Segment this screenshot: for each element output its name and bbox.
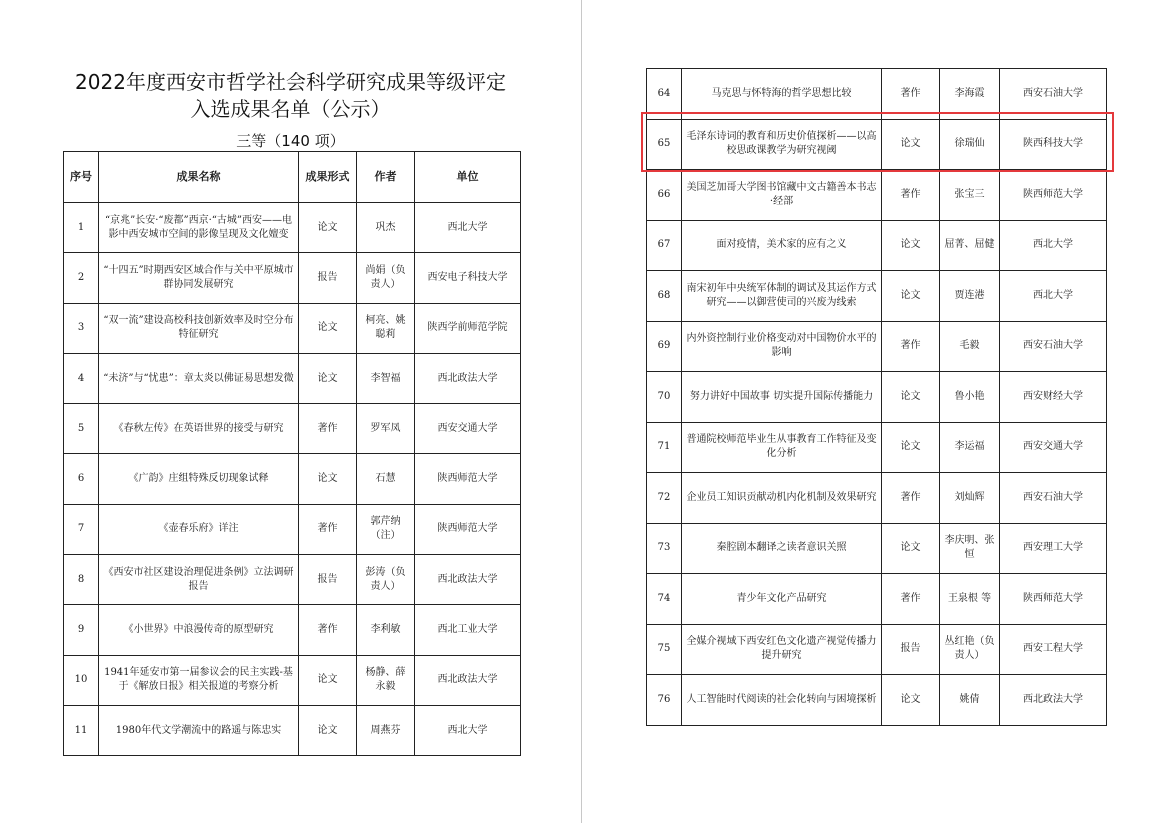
cell-form: 论文	[882, 119, 940, 170]
header-no: 序号	[64, 152, 99, 203]
cell-form: 论文	[882, 523, 940, 574]
cell-name: 全媒介视域下西安红色文化遗产视觉传播力提升研究	[682, 624, 882, 675]
cell-no: 8	[64, 555, 99, 605]
header-author: 作者	[357, 152, 415, 203]
cell-no: 76	[647, 675, 682, 726]
table-row	[647, 220, 1107, 271]
cell-unit: 陕西师范大学	[415, 454, 521, 504]
cell-unit: 陕西师范大学	[1000, 574, 1107, 625]
cell-author: 罗军凤	[357, 404, 415, 454]
cell-form: 论文	[299, 353, 357, 403]
cell-no: 68	[647, 271, 682, 322]
cell-unit: 西北大学	[415, 705, 521, 755]
cell-author: 尚娟（负责人）	[357, 253, 415, 303]
cell-no: 67	[647, 220, 682, 271]
document-subtitle: 三等（140 项）	[236, 132, 345, 150]
cell-author: 李庆明、张恒	[940, 523, 1000, 574]
cell-name: 青少年文化产品研究	[682, 574, 882, 625]
cell-name: 《广韵》庄组特殊反切现象试释	[99, 454, 299, 504]
cell-no: 10	[64, 655, 99, 705]
cell-name: 秦腔剧本翻译之读者意识关照	[682, 523, 882, 574]
table-row	[64, 303, 521, 353]
cell-name: 《春秋左传》在英语世界的接受与研究	[99, 404, 299, 454]
cell-author: 石慧	[357, 454, 415, 504]
cell-author: 李海霞	[940, 69, 1000, 120]
cell-author: 李利敏	[357, 605, 415, 655]
cell-no: 73	[647, 523, 682, 574]
table-row	[64, 253, 521, 303]
table-row	[64, 555, 521, 605]
cell-unit: 西安理工大学	[1000, 523, 1107, 574]
cell-form: 著作	[882, 69, 940, 120]
cell-author: 毛毅	[940, 321, 1000, 372]
cell-author: 杨静、薛永毅	[357, 655, 415, 705]
cell-form: 论文	[882, 675, 940, 726]
cell-no: 70	[647, 372, 682, 423]
cell-form: 著作	[882, 574, 940, 625]
cell-author: 刘灿辉	[940, 473, 1000, 524]
cell-form: 论文	[882, 422, 940, 473]
cell-name: 努力讲好中国故事 切实提升国际传播能力	[682, 372, 882, 423]
document-title-line2: 入选成果名单（公示）	[190, 97, 391, 121]
cell-unit: 陕西师范大学	[1000, 170, 1107, 221]
cell-name: 《壶春乐府》详注	[99, 504, 299, 554]
cell-unit: 陕西科技大学	[1000, 119, 1107, 170]
table-row	[64, 353, 521, 403]
cell-name: 普通院校师范毕业生从事教育工作特征及变化分析	[682, 422, 882, 473]
cell-unit: 西北政法大学	[415, 655, 521, 705]
cell-no: 71	[647, 422, 682, 473]
cell-no: 6	[64, 454, 99, 504]
table-row	[647, 271, 1107, 322]
cell-no: 1	[64, 203, 99, 253]
table-row	[64, 504, 521, 554]
cell-author: 徐瑞仙	[940, 119, 1000, 170]
table-row	[647, 321, 1107, 372]
cell-unit: 西北大学	[1000, 271, 1107, 322]
header-name: 成果名称	[99, 152, 299, 203]
cell-name: 马克思与怀特海的哲学思想比较	[682, 69, 882, 120]
cell-name: “未济”与“忧患”：章太炎以佛证易思想发微	[99, 353, 299, 403]
table-row	[647, 69, 1107, 120]
cell-form: 论文	[299, 705, 357, 755]
cell-no: 74	[647, 574, 682, 625]
cell-no: 3	[64, 303, 99, 353]
document-page-left	[0, 0, 582, 823]
cell-no: 9	[64, 605, 99, 655]
table-row	[647, 523, 1107, 574]
cell-unit: 西安电子科技大学	[415, 253, 521, 303]
cell-author: 巩杰	[357, 203, 415, 253]
cell-no: 4	[64, 353, 99, 403]
cell-no: 11	[64, 705, 99, 755]
cell-form: 著作	[882, 473, 940, 524]
cell-form: 著作	[882, 321, 940, 372]
cell-name: 内外资控制行业价格变动对中国物价水平的影响	[682, 321, 882, 372]
cell-unit: 西北工业大学	[415, 605, 521, 655]
cell-unit: 西安石油大学	[1000, 69, 1107, 120]
table-row	[64, 705, 521, 755]
cell-form: 著作	[299, 504, 357, 554]
cell-unit: 西北政法大学	[1000, 675, 1107, 726]
cell-name: 美国芝加哥大学图书馆藏中文古籍善本书志·经部	[682, 170, 882, 221]
cell-unit: 西安财经大学	[1000, 372, 1107, 423]
table-body-right	[647, 69, 1107, 726]
cell-unit: 西北政法大学	[415, 555, 521, 605]
cell-no: 66	[647, 170, 682, 221]
cell-name: 1941年延安市第一届参议会的民主实践-基于《解放日报》相关报道的考察分析	[99, 655, 299, 705]
cell-no: 75	[647, 624, 682, 675]
cell-unit: 西北政法大学	[415, 353, 521, 403]
cell-author: 柯亮、姚聪莉	[357, 303, 415, 353]
cell-name: 《西安市社区建设治理促进条例》立法调研报告	[99, 555, 299, 605]
table-header-row	[64, 152, 521, 203]
results-table-left	[63, 151, 521, 756]
table-body-left	[64, 203, 521, 756]
table-row	[647, 624, 1107, 675]
table-row	[64, 454, 521, 504]
cell-name: 人工智能时代阅读的社会化转向与困境探析	[682, 675, 882, 726]
cell-author: 王泉根 等	[940, 574, 1000, 625]
document-title-line1: 2022年度西安市哲学社会科学研究成果等级评定	[75, 70, 506, 94]
cell-form: 论文	[299, 303, 357, 353]
cell-no: 2	[64, 253, 99, 303]
cell-name: 《小世界》中浪漫传奇的原型研究	[99, 605, 299, 655]
cell-form: 报告	[882, 624, 940, 675]
cell-unit: 西安石油大学	[1000, 321, 1107, 372]
cell-form: 论文	[299, 655, 357, 705]
table-row	[64, 203, 521, 253]
cell-name: “双一流”建设高校科技创新效率及时空分布特征研究	[99, 303, 299, 353]
cell-author: 张宝三	[940, 170, 1000, 221]
cell-form: 论文	[882, 220, 940, 271]
cell-no: 69	[647, 321, 682, 372]
cell-form: 著作	[299, 605, 357, 655]
cell-unit: 西安石油大学	[1000, 473, 1107, 524]
header-form: 成果形式	[299, 152, 357, 203]
table-row	[64, 404, 521, 454]
table-row	[64, 605, 521, 655]
cell-author: 贾连港	[940, 271, 1000, 322]
header-unit: 单位	[415, 152, 521, 203]
cell-form: 论文	[299, 203, 357, 253]
cell-author: 屈菁、屈健	[940, 220, 1000, 271]
cell-author: 郭芹纳（注）	[357, 504, 415, 554]
cell-form: 著作	[882, 170, 940, 221]
cell-author: 彭涛（负责人）	[357, 555, 415, 605]
cell-name: 毛泽东诗词的教育和历史价值探析——以高校思政课教学为研究视阈	[682, 119, 882, 170]
cell-author: 姚倩	[940, 675, 1000, 726]
cell-unit: 西北大学	[415, 203, 521, 253]
cell-name: “京兆”长安·“废都”西京·“古城”西安——电影中西安城市空间的影像呈现及文化嬗变	[99, 203, 299, 253]
table-row	[647, 422, 1107, 473]
cell-no: 7	[64, 504, 99, 554]
cell-author: 鲁小艳	[940, 372, 1000, 423]
cell-name: 南宋初年中央统军体制的调试及其运作方式研究——以御营使司的兴废为线索	[682, 271, 882, 322]
table-row	[647, 675, 1107, 726]
cell-name: 面对疫情，美术家的应有之义	[682, 220, 882, 271]
table-row	[647, 372, 1107, 423]
table-row	[647, 119, 1107, 170]
cell-form: 论文	[299, 454, 357, 504]
table-row	[647, 574, 1107, 625]
cell-name: 1980年代文学潮流中的路遥与陈忠实	[99, 705, 299, 755]
cell-name: 企业员工知识贡献动机内化机制及效果研究	[682, 473, 882, 524]
cell-no: 64	[647, 69, 682, 120]
cell-name: “十四五”时期西安区域合作与关中平原城市群协同发展研究	[99, 253, 299, 303]
cell-form: 著作	[299, 404, 357, 454]
table-row	[647, 473, 1107, 524]
cell-unit: 西北大学	[1000, 220, 1107, 271]
table-row	[64, 655, 521, 705]
results-table-right	[646, 68, 1107, 726]
table-row	[647, 170, 1107, 221]
cell-author: 周燕芬	[357, 705, 415, 755]
cell-unit: 西安交通大学	[1000, 422, 1107, 473]
cell-no: 65	[647, 119, 682, 170]
cell-form: 论文	[882, 372, 940, 423]
cell-no: 72	[647, 473, 682, 524]
cell-no: 5	[64, 404, 99, 454]
cell-form: 论文	[882, 271, 940, 322]
cell-author: 丛红艳（负责人）	[940, 624, 1000, 675]
cell-unit: 西安交通大学	[415, 404, 521, 454]
cell-author: 李运福	[940, 422, 1000, 473]
cell-unit: 陕西师范大学	[415, 504, 521, 554]
cell-unit: 西安工程大学	[1000, 624, 1107, 675]
cell-form: 报告	[299, 253, 357, 303]
cell-unit: 陕西学前师范学院	[415, 303, 521, 353]
cell-author: 李智福	[357, 353, 415, 403]
cell-form: 报告	[299, 555, 357, 605]
